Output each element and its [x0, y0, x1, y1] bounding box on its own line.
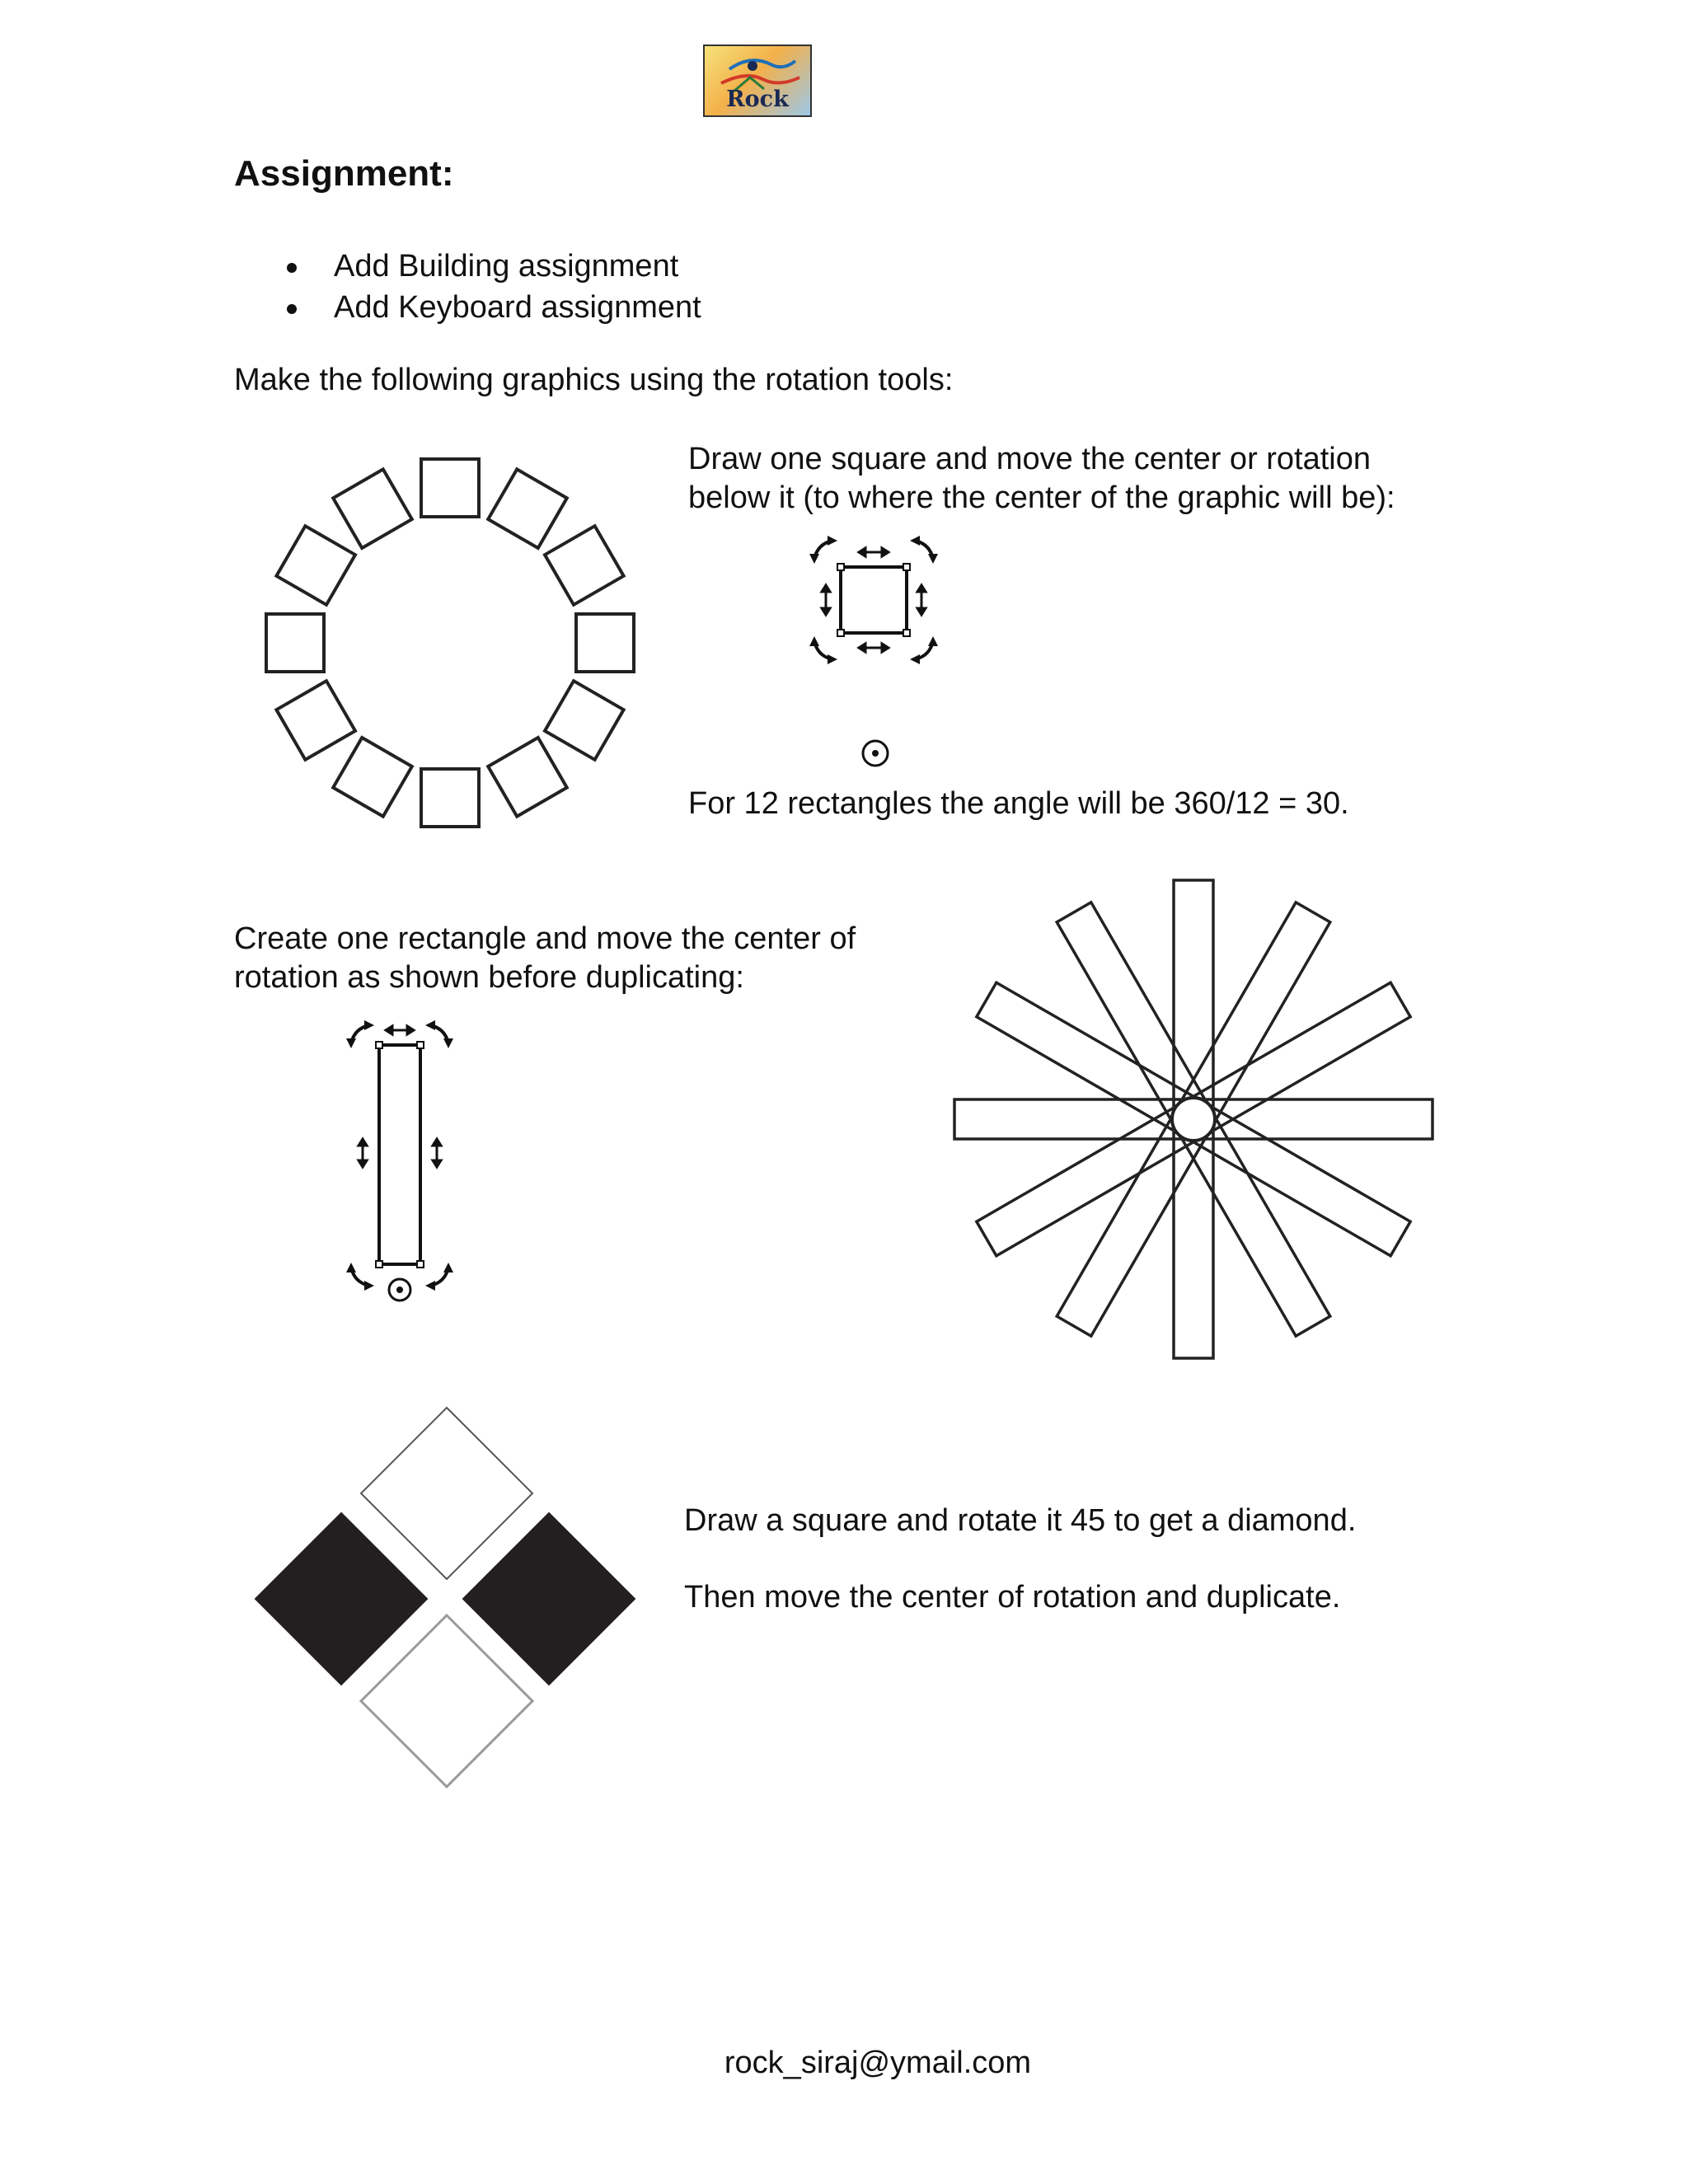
list-item: Add Building assignment [280, 246, 701, 287]
logo-text: Rock [726, 87, 789, 112]
section1-description-line2: below it (to where the center of the graphic will be): [688, 480, 1395, 515]
ring-square [545, 526, 624, 605]
section1-description-line1: Draw one square and move the center or rotation [688, 442, 1372, 476]
ring-square [333, 469, 412, 548]
star-rectangle [977, 1108, 1192, 1256]
diamond-figure [247, 1401, 643, 1797]
section2-description-line2: rotation as shown before duplicating: [234, 960, 744, 995]
rectangle-star-figure [948, 874, 1442, 1368]
star-rectangle [1057, 1121, 1204, 1336]
ring-square [488, 738, 567, 817]
star-rectangle [1207, 1099, 1432, 1139]
ring-square [276, 526, 355, 605]
star-rectangle [1174, 880, 1213, 1106]
rotate-handle-icon [814, 541, 933, 659]
star-rectangle [1195, 982, 1410, 1130]
square-rotation-handles-figure [808, 534, 940, 666]
tall-rectangle-shape [379, 1045, 420, 1264]
square-shape [841, 567, 907, 633]
footer-email: rock_siraj@ymail.com [724, 2046, 1032, 2080]
skew-handle-icon [359, 1026, 441, 1167]
rotation-center-icon [860, 738, 890, 768]
page-title: Assignment: [234, 153, 454, 194]
ring-square [421, 769, 479, 827]
section2-description [234, 920, 856, 997]
ring-square [333, 738, 412, 817]
ring-square [276, 681, 355, 760]
list-item: Add Keyboard assignment [280, 287, 701, 328]
star-rectangle [954, 1099, 1180, 1139]
ring-square [266, 614, 324, 672]
rectangle-rotation-handles-figure [338, 1012, 462, 1309]
star-center-circle [1172, 1098, 1215, 1141]
section2-description-line1: Create one rectangle and move the center of [234, 921, 856, 956]
diamond-left [256, 1513, 427, 1685]
assignment-list [280, 246, 701, 328]
star-rectangle [1183, 1121, 1330, 1336]
star-rectangle [1183, 902, 1330, 1118]
diamond-top [361, 1408, 532, 1579]
ring-square [545, 681, 624, 760]
star-rectangle [977, 982, 1192, 1130]
rock-logo [703, 45, 812, 117]
star-rectangle [1174, 1132, 1213, 1358]
rotation-center-icon [389, 1279, 410, 1301]
star-rectangle [1057, 902, 1204, 1118]
square-ring-figure [247, 437, 659, 849]
intro-text: Make the following graphics using the rotation tools: [234, 363, 954, 397]
section3-line2: Then move the center of rotation and duplicate. [684, 1580, 1341, 1615]
star-rectangle [1195, 1108, 1410, 1256]
ring-square [421, 459, 479, 517]
rotate-handle-icon [351, 1025, 448, 1286]
ring-square [488, 469, 567, 548]
section3-line1: Draw a square and rotate it 45 to get a diamond. [684, 1503, 1357, 1538]
section1-description [688, 440, 1395, 518]
section1-angle-note: For 12 rectangles the angle will be 360/12 = 30. [688, 786, 1349, 821]
ring-square [576, 614, 634, 672]
